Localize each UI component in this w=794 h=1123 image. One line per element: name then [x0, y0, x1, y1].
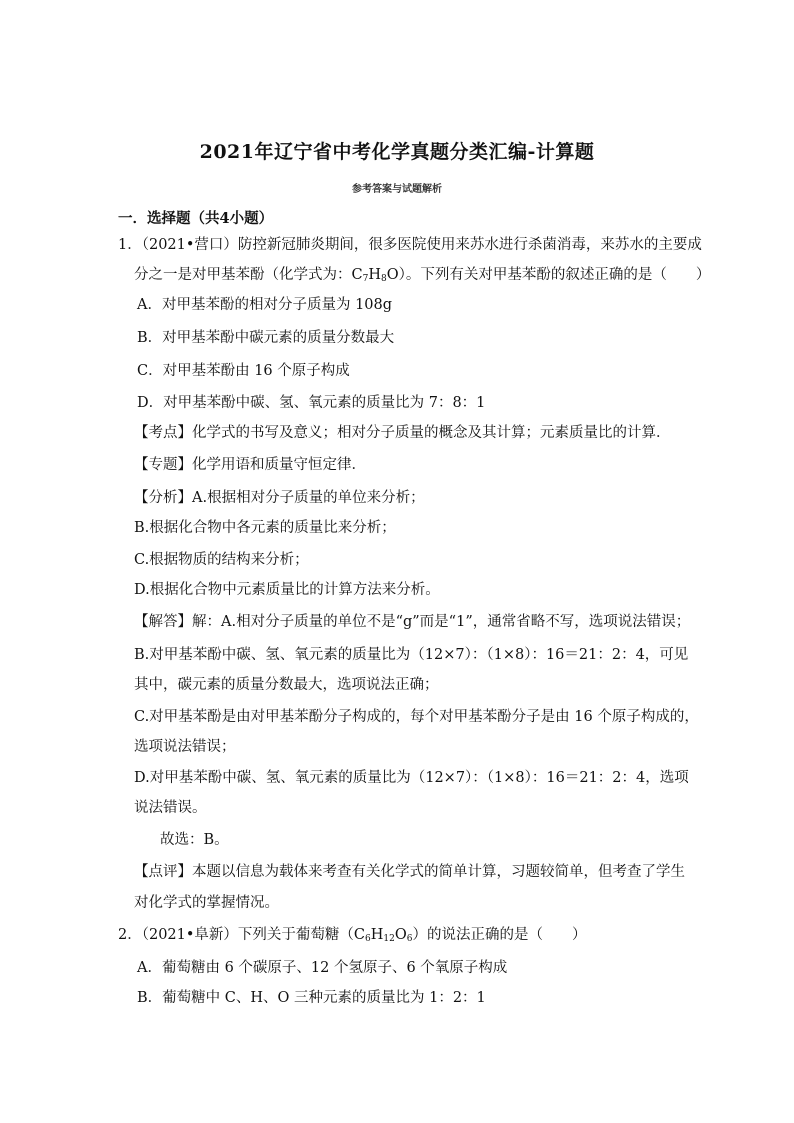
q1-guxuan: 故选：B。	[160, 832, 229, 848]
q2-option-a: A．葡萄糖由 6 个碳原子、12 个氢原子、6 个氧原子构成	[137, 960, 508, 976]
page-subtitle: 参考答案与试题解析	[352, 184, 442, 195]
q1-jieda-5: 选项说法错误；	[134, 739, 236, 755]
q1-jieda-7: 说法错误。	[134, 800, 207, 816]
q2-option-b: B．葡萄糖中 C、H、O 三种元素的质量比为 1：2：1	[137, 990, 486, 1006]
section-heading: 一．选择题（共4小题）	[118, 210, 274, 227]
q1-stem-line-2: 分之一是对甲基苯酚（化学式为：$C_7H_8O$）。下列有关对甲基苯酚的叙述正确的是（ ）	[134, 267, 711, 284]
q1-jieda-6: D.对甲基苯酚中碳、氢、氧元素的质量比为（12×7）：（1×8）：16＝21：2：4，选项	[134, 770, 689, 786]
q1-zhuanti: 【专题】化学用语和质量守恒定律．	[134, 457, 366, 473]
q1-option-c: C．对甲基苯酚由 16 个原子构成	[137, 363, 350, 379]
q1-stem-line-1: 1．（2021•营口）防控新冠肺炎期间，很多医院使用来苏水进行杀菌消毒，来苏水的主要成	[118, 237, 702, 253]
q1-fenxi-2: B.根据化合物中各元素的质量比来分析；	[134, 520, 396, 536]
q1-fenxi-3: C.根据物质的结构来分析；	[134, 552, 309, 568]
page-title: 2021年辽宁省中考化学真题分类汇编-计算题	[199, 141, 595, 163]
q1-jieda-2: B.对甲基苯酚中碳、氢、氧元素的质量比为（12×7）：（1×8）：16＝21：2：4，可见	[134, 647, 689, 663]
q2-stem: 2．（2021•阜新）下列关于葡萄糖$(C_6H_{12}O_6)$的说法正确的是（ ）	[118, 927, 587, 944]
q1-jieda-1: 【解答】解：A.相对分子质量的单位不是“g”而是“1”，通常省略不写，选项说法错误；	[134, 614, 691, 630]
q1-fenxi-4: D.根据化合物中元素质量比的计算方法来分析。	[134, 582, 440, 598]
q1-jieda-4: C.对甲基苯酚是由对甲基苯酚分子构成的，每个对甲基苯酚分子是由 16 个原子构成的，	[134, 709, 699, 725]
q1-option-a: A．对甲基苯酚的相对分子质量为 108g	[137, 297, 393, 313]
q1-option-b: B．对甲基苯酚中碳元素的质量分数最大	[137, 330, 395, 346]
q1-kaodian: 【考点】化学式的书写及意义；相对分子质量的概念及其计算；元素质量比的计算．	[134, 425, 671, 441]
q1-dianping-2: 对化学式的掌握情况。	[134, 895, 279, 911]
q1-dianping-1: 【点评】本题以信息为载体来考查有关化学式的简单计算，习题较简单，但考查了学生	[134, 864, 685, 880]
q1-jieda-3: 其中，碳元素的质量分数最大，选项说法正确；	[134, 677, 439, 693]
q1-fenxi-1: 【分析】A.根据相对分子质量的单位来分析；	[134, 490, 425, 506]
q1-option-d: D．对甲基苯酚中碳、氢、氧元素的质量比为 7：8：1	[137, 395, 486, 411]
